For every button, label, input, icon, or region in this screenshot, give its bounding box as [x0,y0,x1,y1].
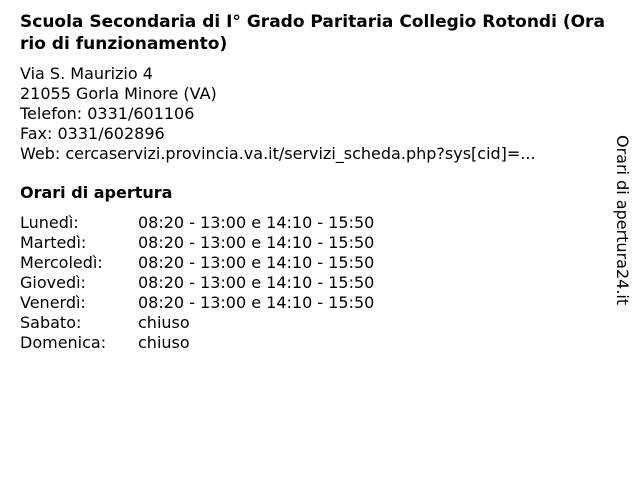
time-value: 08:20 - 13:00 e 14:10 - 15:50 [138,213,375,232]
address-block [20,64,536,164]
day-label: Martedì: [20,233,87,252]
time-value: chiuso [138,333,190,352]
time-value: 08:20 - 13:00 e 14:10 - 15:50 [138,253,375,272]
day-label: Venerdì: [20,293,86,312]
day-label: Domenica: [20,333,107,352]
phone-number: Telefon: 0331/601106 [20,104,195,123]
time-value: 08:20 - 13:00 e 14:10 - 15:50 [138,233,375,252]
city-address: 21055 Gorla Minore (VA) [20,84,217,103]
website-link[interactable]: Web: cercaservizi.provincia.va.it/servizi_scheda.php?sys[cid]=... [20,144,536,163]
opening-hours-heading: Orari di apertura [20,183,173,202]
day-label: Giovedì: [20,273,86,292]
time-value: 08:20 - 13:00 e 14:10 - 15:50 [138,273,375,292]
time-value: chiuso [138,313,190,332]
day-label: Sabato: [20,313,82,332]
page-title: Scuola Secondaria di I° Grado Paritaria Collegio Rotondi (Orario di funzionamento) [20,12,605,54]
day-label: Lunedì: [20,213,79,232]
fax-number: Fax: 0331/602896 [20,124,165,143]
brand-watermark: Orari di apertura24.it [613,135,632,306]
time-value: 08:20 - 13:00 e 14:10 - 15:50 [138,293,375,312]
day-label: Mercoledì: [20,253,103,272]
street-address: Via S. Maurizio 4 [20,64,153,83]
